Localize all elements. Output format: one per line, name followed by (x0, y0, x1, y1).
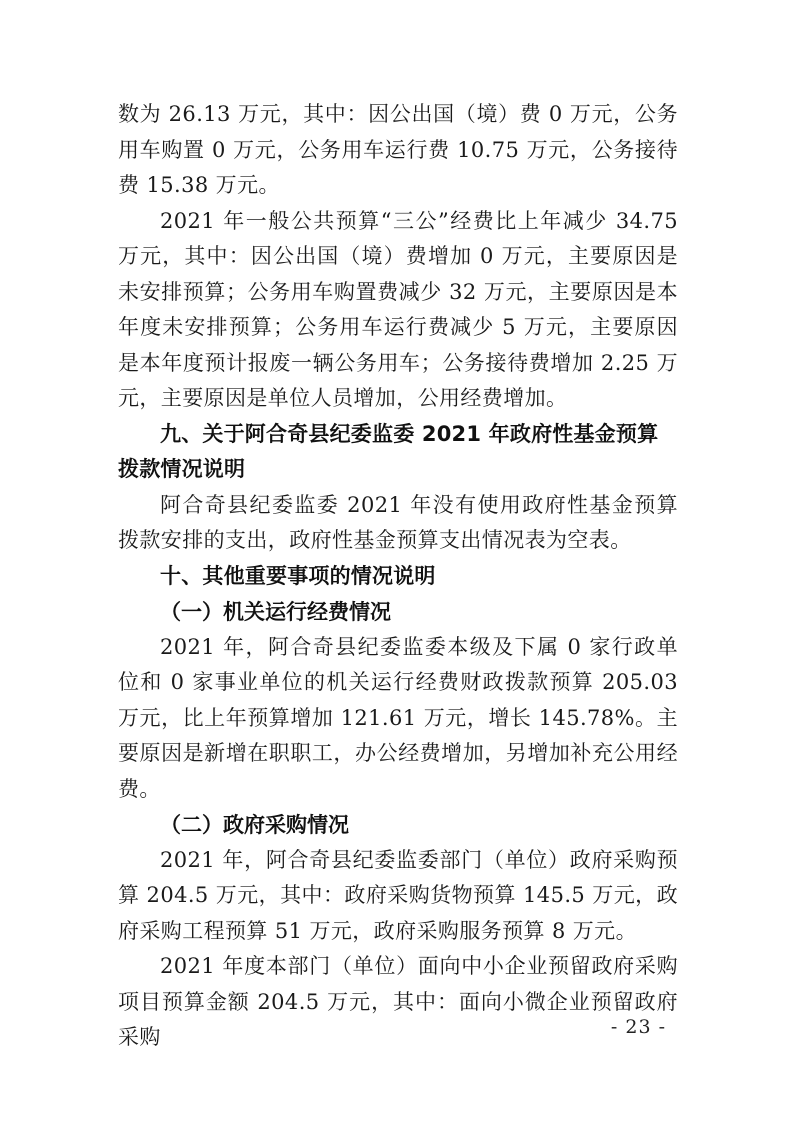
paragraph-operating-funds: 2021 年，阿合奇县纪委监委本级及下属 0 家行政单位和 0 家事业单位的机关运行经费财政拨款预算 205.03 万元，比上年预算增加 121.61 万元，增长 145.78%。主要原因是新增在职职工，办公经费增加，另增加补充公用经费。 (118, 634, 678, 801)
paragraph-sme-procurement: 2021 年度本部门（单位）面向中小企业预留政府采购项目预算金额 204.5 万元，其中：面向小微企业预留政府采购 (118, 954, 678, 1049)
paragraph-government-fund: 阿合奇县纪委监委 2021 年没有使用政府性基金预算拨款安排的支出，政府性基金预算支出情况表为空表。 (118, 492, 678, 552)
page-number: - 23 - (610, 1016, 666, 1038)
subheading-operating-funds: （一）机关运行经费情况 (160, 599, 391, 624)
document-body (118, 97, 678, 1056)
subheading-procurement: （二）政府采购情况 (160, 812, 349, 837)
section-heading-ten: 十、其他重要事项的情况说明 (160, 563, 436, 588)
paragraph-continuation: 数为 26.13 万元，其中：因公出国（境）费 0 万元，公务用车购置 0 万元，公务用车运行费 10.75 万元，公务接待费 15.38 万元。 (118, 102, 678, 197)
paragraph-three-public-expenses: 2021 年一般公共预算“三公”经费比上年减少 34.75 万元，其中：因公出国（境）费增加 0 万元，主要原因是未安排预算；公务用车购置费减少 32 万元，主要原因是本年度未安排预算；公务用车运行费减少 5 万元，主要原因是本年度预计报废一辆公务用车；公务接待费增加 2.25 万元，主要原因是单位人员增加，公用经费增加。 (118, 208, 678, 410)
paragraph-procurement: 2021 年，阿合奇县纪委监委部门（单位）政府采购预算 204.5 万元，其中：政府采购货物预算 145.5 万元，政府采购工程预算 51 万元，政府采购服务预算 8 万元。 (118, 847, 678, 943)
section-heading-nine: 九、关于阿合奇县纪委监委 2021 年政府性基金预算拨款情况说明 (118, 421, 659, 481)
